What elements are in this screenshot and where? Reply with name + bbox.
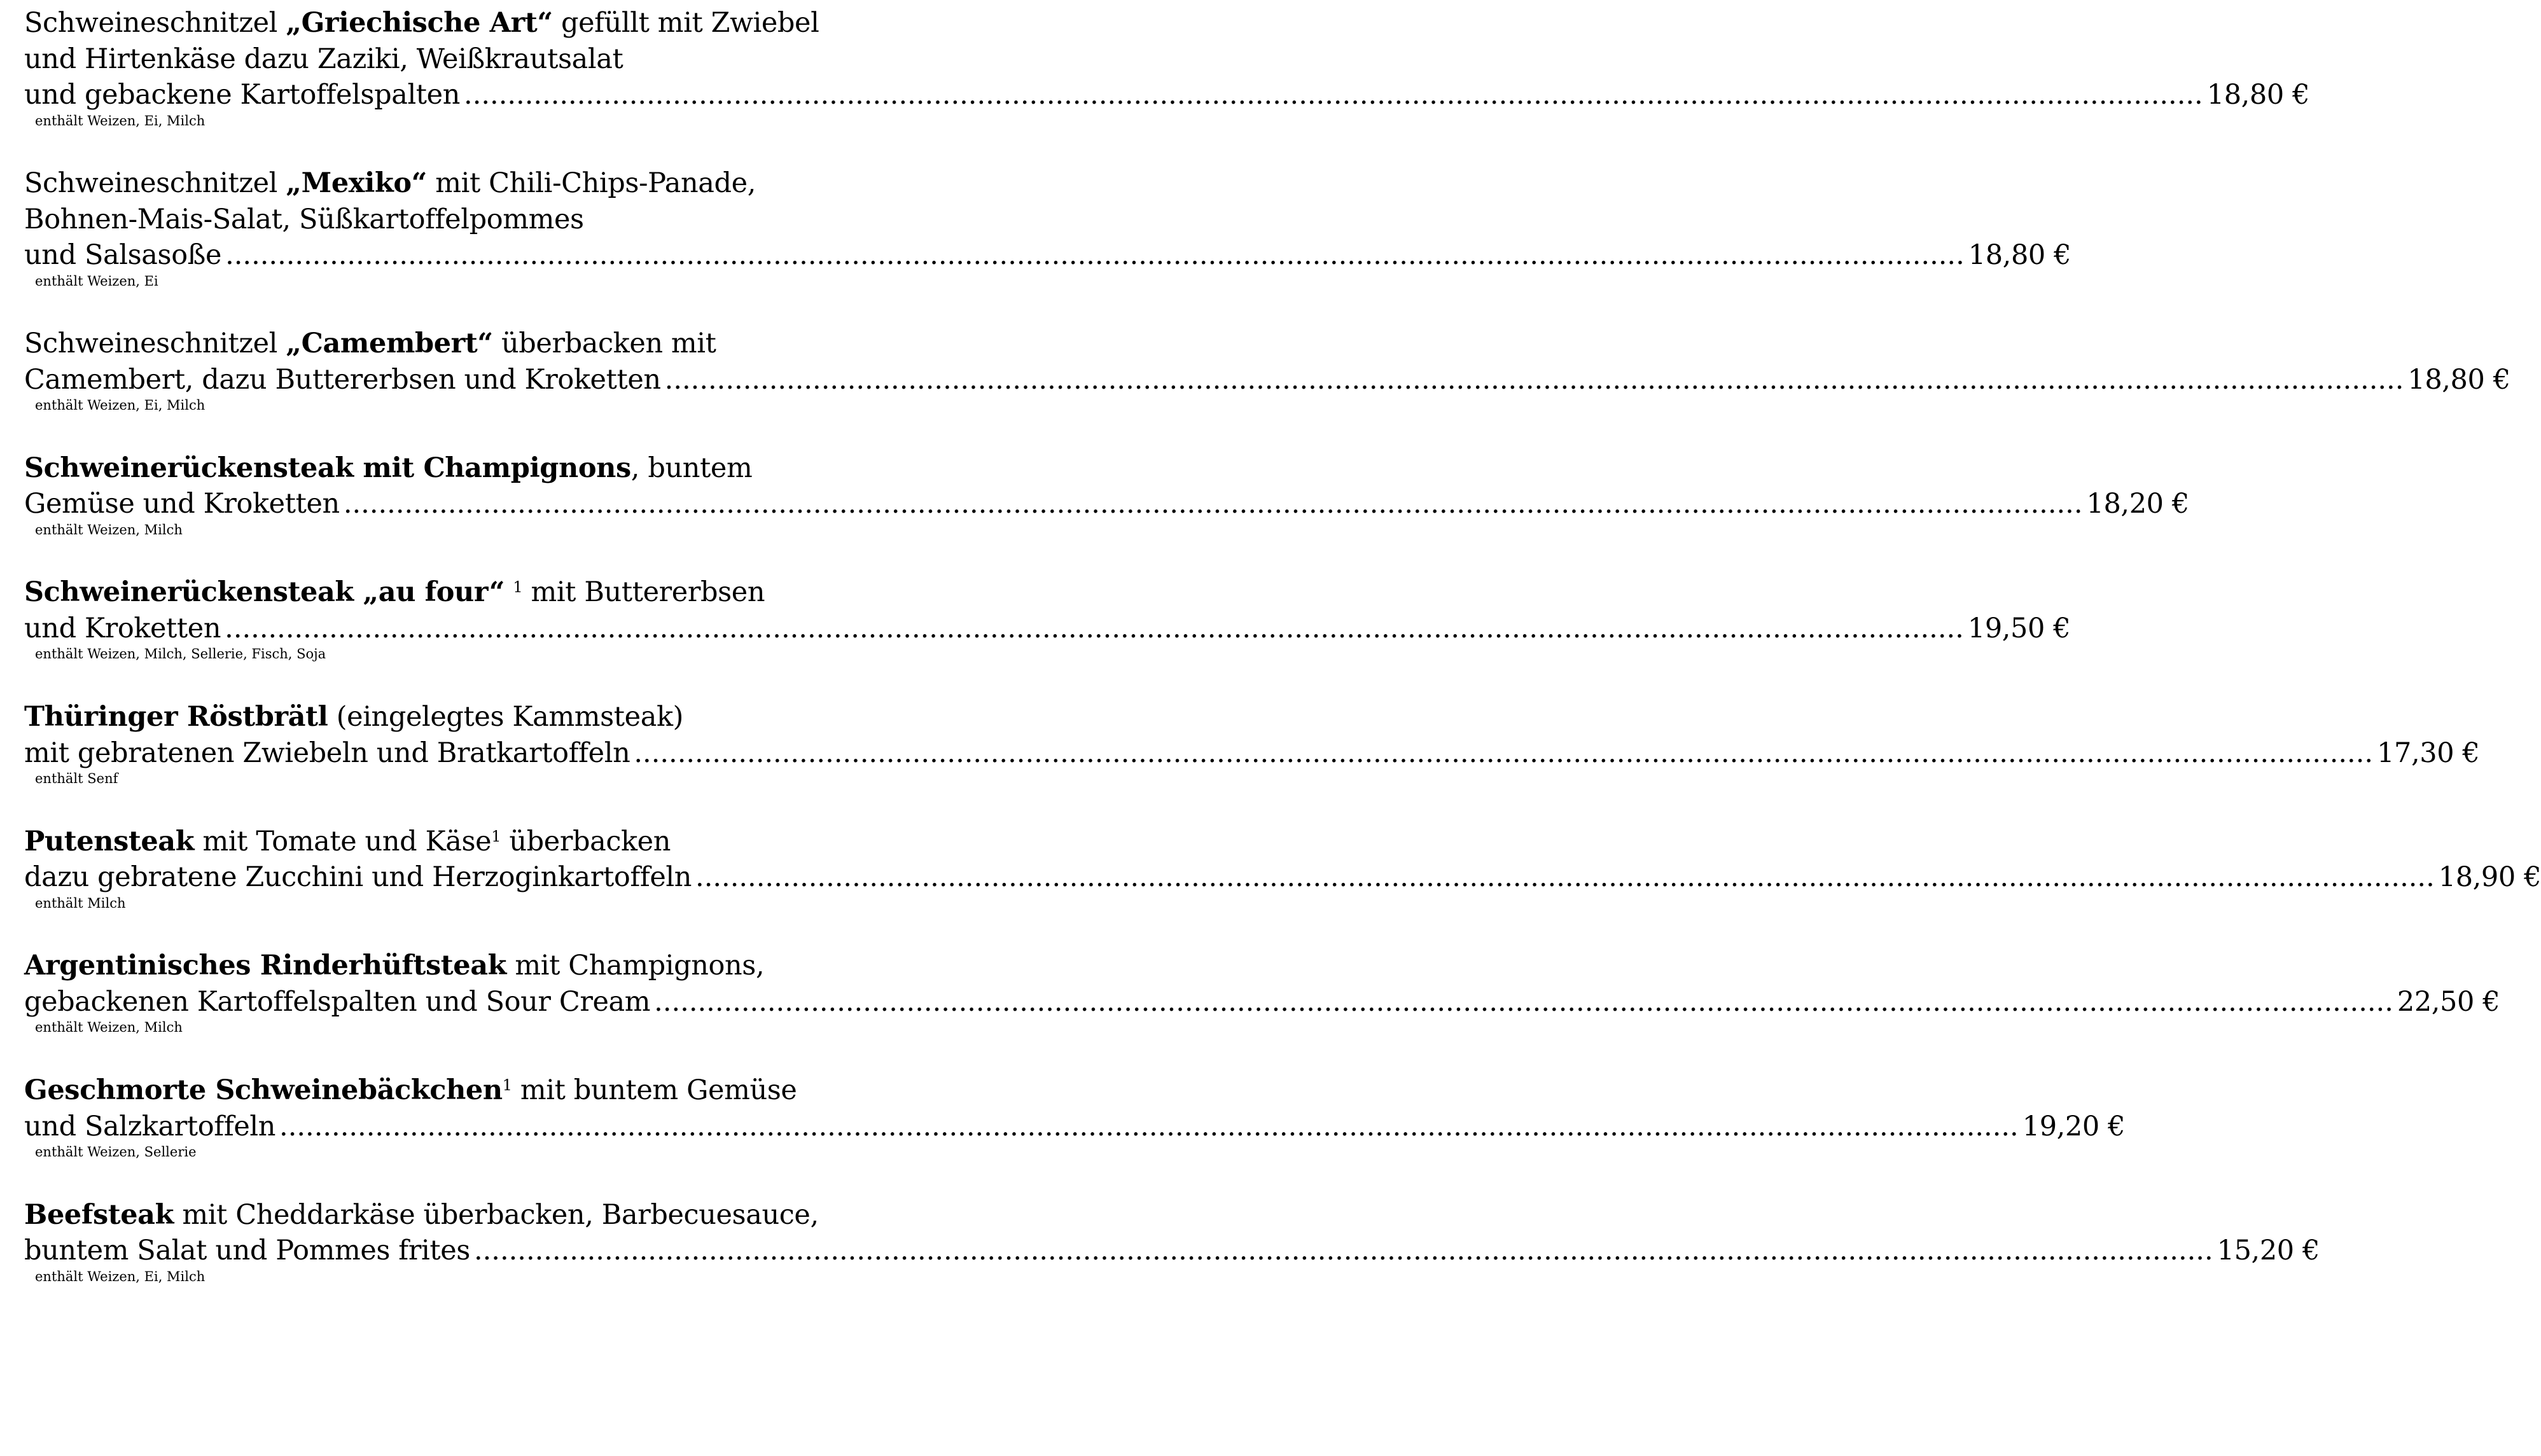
dish-description: überbacken bbox=[501, 825, 671, 857]
menu-item bbox=[24, 1072, 2126, 1197]
allergen-note: enthält Senf bbox=[35, 771, 118, 787]
menu-item-last-line-text bbox=[24, 984, 650, 1020]
menu-item-last-line-text bbox=[24, 486, 340, 522]
dish-description: und Salzkartoffeln bbox=[24, 1110, 276, 1142]
allergen-note: enthält Weizen, Sellerie bbox=[35, 1144, 197, 1160]
dish-description: buntem Salat und Pommes frites bbox=[24, 1235, 470, 1267]
dish-description: mit Chili-Chips-Panade, bbox=[426, 167, 756, 199]
allergen-note: enthält Weizen, Milch bbox=[35, 522, 183, 537]
allergen-note: enthält Milch bbox=[35, 895, 126, 911]
dish-description: mit Cheddarkäse überbacken, Barbecuesauce, bbox=[174, 1198, 819, 1231]
allergen-note: enthält Weizen, Ei, Milch bbox=[35, 1268, 205, 1284]
menu-item-last-line-text bbox=[24, 735, 630, 772]
price: 18,80 € bbox=[2206, 79, 2310, 111]
dot-leader: ........................................................................................................................................................................................................ bbox=[695, 861, 2435, 894]
dish-name: „Camembert“ bbox=[286, 328, 493, 359]
dish-description: mit Tomate und Käse bbox=[194, 825, 492, 857]
dot-leader: ........................................................................................................................................................................................................ bbox=[279, 1110, 2019, 1142]
dish-description: Bohnen-Mais-Salat, Süßkartoffelpommes bbox=[24, 203, 584, 235]
dish-description: Camembert, dazu Buttererbsen und Kroketten bbox=[24, 363, 661, 396]
menu-item-line bbox=[24, 165, 847, 202]
dish-name: Thüringer Röstbrätl bbox=[24, 701, 328, 733]
dot-leader: ........................................................................................................................................................................................................ bbox=[464, 79, 2203, 111]
menu-item-last-line-text bbox=[24, 237, 221, 274]
menu-item-line bbox=[24, 5, 847, 41]
dot-leader: ........................................................................................................................................................................................................ bbox=[225, 239, 1965, 271]
dish-description: überbacken mit bbox=[492, 328, 716, 359]
dish-description: mit buntem Gemüse bbox=[512, 1074, 797, 1107]
dot-leader: ........................................................................................................................................................................................................ bbox=[654, 985, 2393, 1018]
dish-description: gebackenen Kartoffelspalten und Sour Cream bbox=[24, 985, 651, 1018]
dish-name: Beefsteak bbox=[24, 1198, 174, 1231]
menu-item bbox=[24, 1197, 2320, 1322]
menu-item-line bbox=[24, 486, 2189, 522]
menu-item-line bbox=[24, 41, 847, 78]
dot-leader: ........................................................................................................................................................................................................ bbox=[473, 1235, 2213, 1267]
menu-item-line bbox=[24, 77, 2310, 113]
footnote-marker: 1 bbox=[491, 827, 501, 845]
price: 18,80 € bbox=[1968, 239, 2071, 271]
menu-item bbox=[24, 5, 2310, 165]
allergen-note: enthält Weizen, Milch, Sellerie, Fisch, Soja bbox=[35, 646, 326, 662]
menu-item-line bbox=[24, 824, 847, 860]
menu-item bbox=[24, 450, 2189, 575]
dish-name: Putensteak bbox=[24, 825, 195, 857]
menu-item bbox=[24, 699, 2480, 824]
dish-description: und Salsasoße bbox=[24, 239, 222, 271]
allergen-note: enthält Weizen, Ei bbox=[35, 273, 158, 289]
footnote-marker: 1 bbox=[513, 578, 523, 597]
menu-item-line bbox=[24, 326, 847, 362]
menu-item-line bbox=[24, 1072, 847, 1109]
dish-name: Geschmorte Schweinebäckchen bbox=[24, 1074, 503, 1107]
footnote-marker: 1 bbox=[502, 1076, 512, 1095]
menu-item bbox=[24, 326, 2510, 450]
dish-description: dazu gebratene Zucchini und Herzoginkartoffeln bbox=[24, 861, 692, 894]
allergen-note: enthält Weizen, Ei, Milch bbox=[35, 398, 205, 413]
menu-item bbox=[24, 824, 2541, 948]
menu-item-last-line-text bbox=[24, 1109, 275, 1145]
dish-name: „Griechische Art“ bbox=[286, 7, 553, 39]
dish-name: Argentinisches Rinderhüftsteak bbox=[24, 950, 507, 982]
menu-item-line bbox=[24, 362, 2510, 398]
menu-item-line bbox=[24, 735, 2480, 772]
dish-description: mit Buttererbsen bbox=[522, 576, 765, 609]
price: 18,80 € bbox=[2407, 363, 2510, 396]
menu-item-last-line-text bbox=[24, 1233, 470, 1269]
price: 18,20 € bbox=[2086, 488, 2189, 520]
menu-list bbox=[24, 5, 2541, 1322]
menu-item-line bbox=[24, 984, 2500, 1020]
price: 17,30 € bbox=[2377, 737, 2480, 769]
menu-item-line bbox=[24, 1197, 847, 1233]
menu-item-line bbox=[24, 237, 2071, 274]
menu-item-last-line-text bbox=[24, 859, 692, 896]
dish-name: „Mexiko“ bbox=[286, 167, 427, 199]
menu-item-line bbox=[24, 699, 847, 735]
menu-item bbox=[24, 948, 2500, 1072]
dish-description: und Hirtenkäse dazu Zaziki, Weißkrautsalat bbox=[24, 43, 623, 75]
dish-name: Schweinerückensteak „au four“ bbox=[24, 576, 505, 609]
menu-item-line bbox=[24, 450, 847, 487]
price: 18,90 € bbox=[2438, 861, 2541, 894]
dish-description bbox=[505, 576, 513, 608]
dot-leader: ........................................................................................................................................................................................................ bbox=[225, 612, 1964, 644]
menu-item-line bbox=[24, 1109, 2126, 1145]
allergen-note: enthält Weizen, Milch bbox=[35, 1020, 183, 1036]
dish-description: Schweineschnitzel bbox=[24, 328, 286, 359]
dot-leader: ........................................................................................................................................................................................................ bbox=[343, 488, 2083, 520]
menu-item-last-line-text bbox=[24, 77, 460, 113]
dish-description: (eingelegtes Kammsteak) bbox=[328, 701, 683, 733]
dish-description: mit Champignons, bbox=[506, 950, 765, 982]
menu-item-last-line-text bbox=[24, 362, 661, 398]
dish-description: Gemüse und Kroketten bbox=[24, 488, 340, 520]
menu-item-line bbox=[24, 1233, 2320, 1269]
dish-description: mit gebratenen Zwiebeln und Bratkartoffeln bbox=[24, 737, 630, 769]
dish-description: Schweineschnitzel bbox=[24, 7, 286, 39]
menu-item-line bbox=[24, 202, 847, 238]
dish-description: gefüllt mit Zwiebel bbox=[552, 7, 819, 39]
menu-item-line bbox=[24, 948, 847, 984]
dot-leader: ........................................................................................................................................................................................................ bbox=[664, 363, 2404, 396]
dish-name: Schweinerückensteak mit Champignons bbox=[24, 452, 631, 484]
price: 19,50 € bbox=[1967, 612, 2071, 644]
price: 22,50 € bbox=[2397, 985, 2500, 1018]
price: 19,20 € bbox=[2022, 1110, 2126, 1142]
menu-item bbox=[24, 574, 2071, 699]
dot-leader: ........................................................................................................................................................................................................ bbox=[634, 737, 2374, 769]
dish-description: Schweineschnitzel bbox=[24, 167, 286, 199]
price: 15,20 € bbox=[2217, 1235, 2320, 1267]
menu-item-line bbox=[24, 611, 2071, 647]
menu-item bbox=[24, 165, 2071, 326]
allergen-note: enthält Weizen, Ei, Milch bbox=[35, 113, 205, 128]
menu-item-line bbox=[24, 859, 2541, 896]
dish-description: und Kroketten bbox=[24, 612, 221, 644]
dish-description: und gebackene Kartoffelspalten bbox=[24, 79, 461, 111]
menu-item-line bbox=[24, 574, 847, 611]
dish-description: , buntem bbox=[630, 452, 753, 484]
menu-item-last-line-text bbox=[24, 611, 221, 647]
